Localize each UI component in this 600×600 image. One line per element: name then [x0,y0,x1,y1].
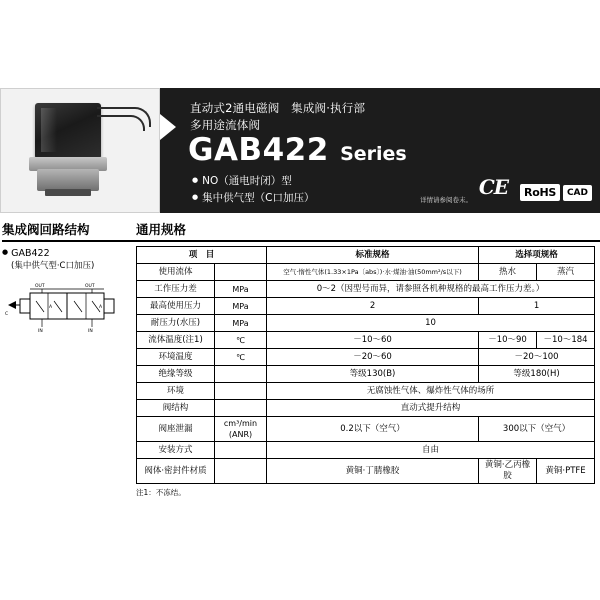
table-row [137,315,595,332]
model-number: GAB422 [188,132,329,168]
row-optional: 等级180(H) [479,366,595,383]
table-footnote: 注1：不冻结。 [136,488,186,497]
table-header-row [137,247,595,264]
circuit-column [0,220,136,498]
row-span-value: 10 [267,315,595,332]
row-unit: ℃ [215,349,267,366]
row-unit [215,264,267,281]
rohs-mark-icon: RoHS [520,184,560,201]
row-unit [215,383,267,400]
svg-text:A: A [99,305,103,310]
row-label: 环境温度 [137,349,215,366]
series-word: Series [340,143,407,165]
product-photo [0,88,160,213]
svg-text:OUT: OUT [85,284,95,289]
row-label: 绝缘等级 [137,366,215,383]
row-label: 阀座泄漏 [137,417,215,442]
row-standard: －10～60 [267,332,479,349]
arrow-icon [160,114,176,140]
hero-title-panel [160,88,600,213]
hero-bullet-list [192,172,314,206]
table-row [137,442,595,459]
page-content [0,88,600,498]
spec-heading: 通用规格 [136,220,600,242]
row-standard: 黄铜·丁腈橡胶 [267,459,479,484]
table-row [137,417,595,442]
row-label: 使用流体 [137,264,215,281]
row-unit [215,366,267,383]
header-standard: 标准规格 [267,247,479,264]
row-label: 最高使用压力 [137,298,215,315]
table-row [137,459,595,484]
hero-band [0,88,600,213]
row-unit [215,459,267,484]
table-row [137,366,595,383]
svg-text:A: A [49,305,53,310]
row-steam: 黄铜·PTFE [537,459,595,484]
hero-bullet-1: ● 集中供气型（C口加压） [192,189,314,206]
product-model-title [188,132,407,168]
hero-subtitle-1: 直动式2通电磁阀 集成阀·执行部 [190,101,366,115]
row-unit: MPa [215,315,267,332]
row-optional: 300以下（空气） [479,417,595,442]
row-label: 阀结构 [137,400,215,417]
row-standard: 2 [267,298,479,315]
svg-text:IN: IN [38,329,43,334]
svg-text:OUT: OUT [35,284,45,289]
row-optional: 1 [479,298,595,315]
row-unit: MPa [215,281,267,298]
valve-body-shape [37,169,99,191]
general-spec-table [136,246,595,484]
cad-mark-icon: CAD [563,185,592,201]
lower-section [0,220,600,498]
row-steam: －10～184 [537,332,595,349]
valve-foot-shape [45,189,91,196]
circuit-item-sublabel: (集中供气型·C口加压) [11,261,95,271]
row-label: 环境 [137,383,215,400]
circuit-diagram [2,279,132,341]
row-span-value: 直动式提升结构 [267,400,595,417]
header-item: 项 目 [137,247,267,264]
row-steam: 蒸汽 [537,264,595,281]
row-hotwater: 热水 [479,264,537,281]
header-optional: 选择项规格 [479,247,595,264]
row-standard: 0.2以下（空气） [267,417,479,442]
row-unit: ℃ [215,332,267,349]
row-optional: －20～100 [479,349,595,366]
row-hotwater: －10～90 [479,332,537,349]
hero-bullet-0: ● NO（通电时闭）型 [192,172,314,189]
row-span-value: 无腐蚀性气体、爆炸性气体的场所 [267,383,595,400]
table-row [137,400,595,417]
row-unit [215,442,267,459]
row-label: 耐压力(水压) [137,315,215,332]
row-standard: －20～60 [267,349,479,366]
table-row [137,383,595,400]
row-standard: 等级130(B) [267,366,479,383]
row-label: 阀体·密封件材质 [137,459,215,484]
row-hotwater: 黄铜·乙丙橡胶 [479,459,537,484]
row-label: 流体温度(注1) [137,332,215,349]
row-unit: MPa [215,298,267,315]
table-row [137,281,595,298]
svg-text:IN: IN [88,329,93,334]
cable-shape-secondary [97,115,145,131]
circuit-item-block [2,246,136,273]
ce-mark-icon: CE [478,175,508,199]
hero-footnote: 详情请参阅卷末。 [420,196,472,204]
table-row [137,264,595,281]
row-span-value: 自由 [267,442,595,459]
row-standard: 空气·惰性气体(1.33×1Pa〔abs〕)·水·煤油·油(50mm²/s以下) [267,264,479,281]
hero-subtitle-2: 多用途流体阀 [190,118,261,132]
circuit-item-label: ● GAB422 [2,246,136,260]
table-row [137,332,595,349]
row-span-value: 0～2（因型号而异，请参照各机种规格的最高工作压力差。） [267,281,595,298]
solenoid-coil-shape [35,103,101,159]
row-unit [215,400,267,417]
row-unit: cm³/min (ANR) [215,417,267,442]
row-label: 工作压力差 [137,281,215,298]
table-row [137,298,595,315]
table-row [137,349,595,366]
svg-text:C: C [5,312,9,317]
row-label: 安装方式 [137,442,215,459]
spec-column [136,220,600,498]
circuit-heading: 集成阀回路结构 [2,220,136,242]
